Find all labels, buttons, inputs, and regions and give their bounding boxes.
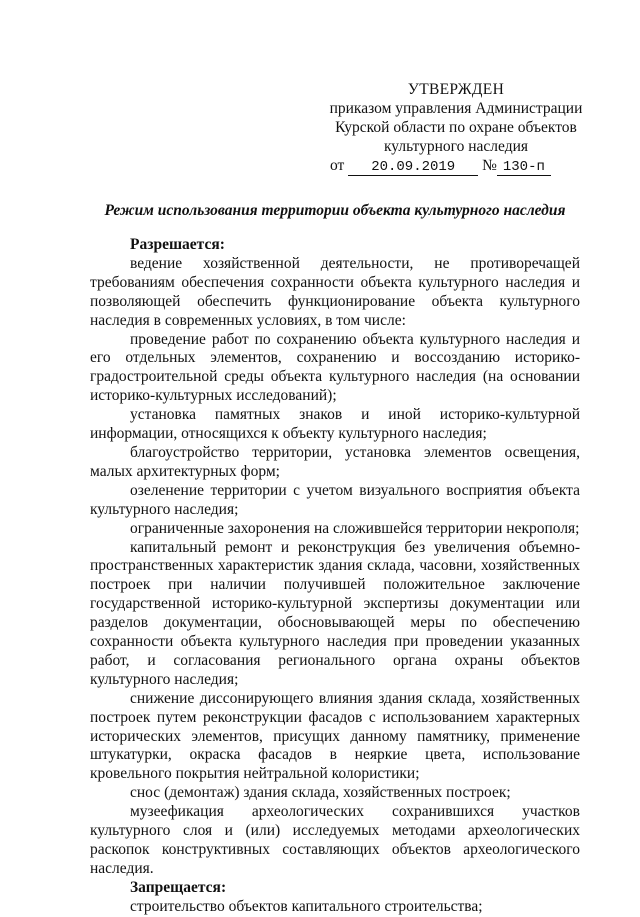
allowed-item: проведение работ по сохранению объекта культурного наследия и его отдельных элементов, сохранению и воссозданию историко-градостроительной среды объекта культурного наследия (на основании историко-культурных исследований); xyxy=(90,330,580,405)
document-title: Режим использования территории объекта культурного наследия xyxy=(104,202,566,219)
approval-line-2: Курской области по охране объектов xyxy=(335,119,577,136)
approval-heading: УТВЕРЖДЕН xyxy=(407,81,505,98)
forbidden-item: строительство объектов капитального строительства; xyxy=(130,897,483,915)
allowed-item: снос (демонтаж) здания склада, хозяйственных построек; xyxy=(130,784,511,802)
allowed-item: капитальный ремонт и реконструкция без увеличения объемно-пространственных характеристик здания склада, часовни, хозяйственных построек при наличии получившей положительное заключение государственной историко-культурной экспертизы документации или разделов документации, обосновывающей меры по обеспечению сохранности объекта культурного наследия при проведении указанных работ, и согласования регионального органа охраны объектов культурного наследия; xyxy=(90,538,580,688)
approval-date: 20.09.2019 xyxy=(348,160,478,176)
allowed-item: ведение хозяйственной деятельности, не противоречащей требованиям обеспечения сохранности объекта культурного наследия и позволяющей обеспечить функционирование объекта культурного наследия в современных условиях, в том числе: xyxy=(90,254,580,329)
approval-line-1: приказом управления Администрации xyxy=(329,100,583,117)
allowed-item: благоустройство территории, установка элементов освещения, малых архитектурных форм; xyxy=(90,443,580,480)
allowed-item: озеленение территории с учетом визуального восприятия объекта культурного наследия; xyxy=(90,481,580,518)
forbidden-heading: Запрещается: xyxy=(130,878,227,896)
number-prefix: № xyxy=(482,157,497,174)
document-body xyxy=(90,236,580,917)
allowed-heading: Разрешается: xyxy=(130,236,225,253)
allowed-item: установка памятных знаков и иной историко-культурной информации, относящихся к объекту культурного наследия; xyxy=(90,406,580,443)
approval-stamp xyxy=(322,80,590,176)
allowed-item: снижение диссонирующего влияния здания склада, хозяйственных построек путем реконструкции фасадов с использованием характерных исторических элементов, присущих данному памятнику, применение штукатурки, окраска фасадов в неяркие цвета, использование кровельного покрытия нейтральной колористики; xyxy=(90,689,580,783)
approval-line-3: культурного наследия xyxy=(383,138,529,155)
date-prefix: от xyxy=(330,157,345,174)
approval-number: 130-п xyxy=(497,160,551,176)
approval-date-line xyxy=(322,156,590,176)
allowed-item: музеефикация археологических сохранившихся участков культурного слоя и (или) исследуемых методами археологических раскопок конструктивных составляющих объектов археологического наследия. xyxy=(90,803,580,877)
allowed-item: ограниченные захоронения на сложившейся территории некрополя; xyxy=(130,519,580,537)
